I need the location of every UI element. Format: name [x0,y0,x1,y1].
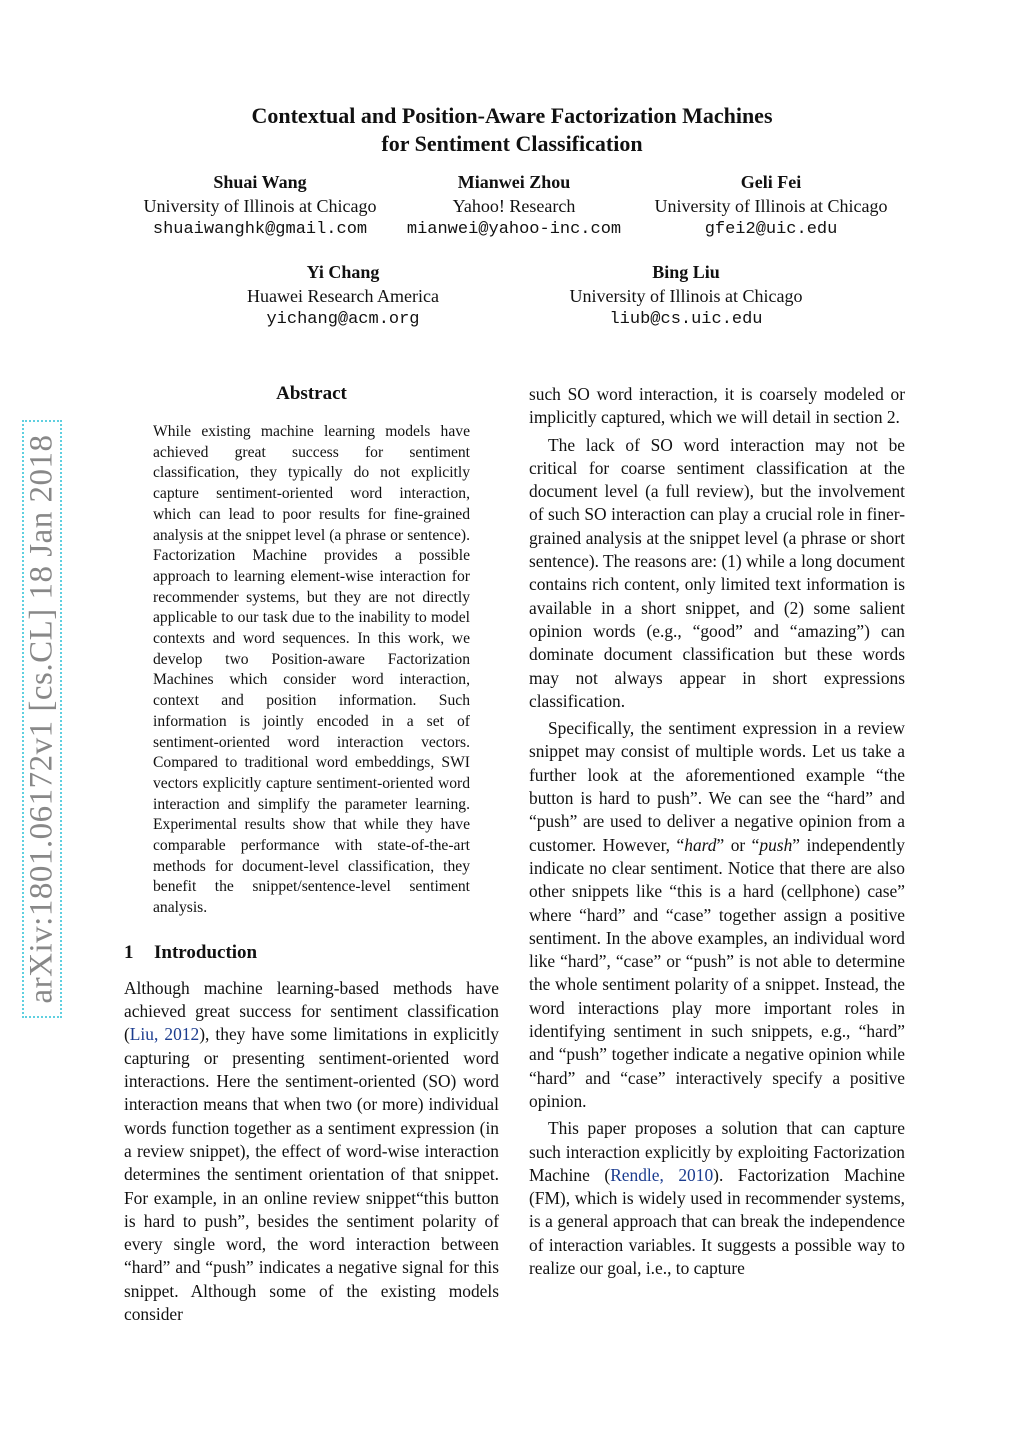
abstract-text: While existing machine learning models have achieved great success for sentiment classification, they typically do not explicitly capture sentiment-oriented word interaction, which can lead to poor results for fine-grained analysis at the snippet level (a phrase or sentence). Factorization Machine provides a possible approach to learning element-wise interaction for recommender systems, but they are not directly applicable to our task due to the inability to model contexts and word sequences. In this work, we develop two Position-aware Factorization Machines which consider word interaction, context and position information. Such information is jointly encoded in a set of sentiment-oriented word interaction vectors. Compared to traditional word embeddings, SWI vectors explicitly capture sentiment-oriented word interaction and simplify the parameter learning. Experimental results show that while they have comparable performance with state-of-the-art methods for document-level classification, they benefit the snippet/sentence-level sentiment analysis. [153,423,470,917]
section-number: 1 [124,941,134,963]
author-email[interactable]: yichang@acm.org [266,310,420,329]
author-name: Shuai Wang [213,172,307,192]
author-affiliation: University of Illinois at Chicago [654,196,888,216]
right-paragraph-0: such SO word interaction, it is coarsely modeled or implicitly captured, which we will detail in section 2. [529,384,905,428]
text-run: ), they have some limitations in explicitly capturing or presenting sentiment-oriented word interactions. Here the sentiment-oriented (SO) word interaction means that when two (or more) individual words function together as a sentiment expression (in a review snippet), the effect of word-wise interaction determines the sentiment orientation of that snippet. For example, in an online review snippet“this button is hard to push”, besides the sentiment polarity of every single word, the word interaction between “hard” and “push” indicates a negative signal for this snippet. Although some of the existing models consider [124,1024,499,1325]
author-affiliation: University of Illinois at Chicago [143,196,377,216]
title-line-1: Contextual and Position-Aware Factorization Machines [251,103,773,128]
emphasis: push [759,834,793,855]
arxiv-stamp-text: arXiv:1801.06172v1 [cs.CL] 18 Jan 2018 [23,434,60,1004]
text-run: This paper proposes a solution that can capture such interaction explicitly by exploiting Factorization Machine ( [529,1118,905,1185]
author-email[interactable]: gfei2@uic.edu [704,220,838,239]
author-name: Geli Fei [740,172,802,192]
arxiv-stamp[interactable] [22,420,62,1018]
author-block [621,170,921,242]
text-run: ” or “ [716,834,760,855]
text-run: Although machine learning-based methods have achieved great success for sentiment classification ( [124,977,499,1045]
author-affiliation: Huawei Research America [247,286,439,306]
text-run: ” independently indicate no clear sentiment. Notice that there are also other snippets like “this is a hard (cellphone) case” where “hard” and “case” together assign a positive sentiment. In the above examples, an individual word like “hard”, “case” or “push” is not able to determine the whole sentiment polarity of a snippet. Instead, the word interactions play more important roles in identifying sentiment in such snippets, e.g., “hard” and “push” together indicate a negative opinion while “hard” and “case” interactively specify a positive opinion. [529,834,906,1111]
section-heading-introduction [124,941,499,965]
author-name: Mianwei Zhou [457,172,571,192]
citation-link[interactable]: Liu, 2012 [129,1024,200,1045]
author-email[interactable]: shuaiwanghk@gmail.com [152,220,368,239]
author-block [536,260,836,332]
author-affiliation: Yahoo! Research [452,196,576,216]
right-paragraph-3 [529,1117,905,1280]
left-column [124,382,499,1326]
intro-paragraph-1 [124,977,499,1326]
citation-link[interactable]: Rendle, 2010 [610,1164,714,1185]
abstract-heading: Abstract [276,383,347,404]
author-block [193,260,493,332]
emphasis: hard [684,834,717,855]
author-name: Yi Chang [306,262,380,282]
author-block [384,170,644,242]
right-paragraph-1: The lack of SO word interaction may not be critical for coarse sentiment classification at the document level (a full review), but the involvement of such SO interaction can play a crucial role in finer-grained analysis at the snippet level (a phrase or short sentence). The reasons are: (1) while a long document contains rich content, only limited text information is available in a short snippet, and (2) some salient opinion words (e.g., “good” and “amazing”) can dominate document classification but these words may not always appear in short expressions classification. [529,434,905,711]
author-email[interactable]: liub@cs.uic.edu [609,310,763,329]
author-email[interactable]: mianwei@yahoo-inc.com [406,220,622,239]
author-name: Bing Liu [652,262,720,282]
paper-title [0,102,1024,158]
right-column [529,383,905,1280]
text-run: Specifically, the sentiment expression in a review snippet may consist of multiple words. Let us take a further look at the aforementioned example “the button is hard to push”. We can see the “hard” and “push” are used to deliver a negative opinion from a customer. However, “ [529,718,905,855]
section-title: Introduction [154,941,258,963]
title-line-2: for Sentiment Classification [381,131,643,156]
author-affiliation: University of Illinois at Chicago [569,286,803,306]
author-block [110,170,410,242]
text-run: ). Factorization Machine (FM), which is widely used in recommender systems, is a general approach that can break the independence of interaction variables. It suggests a possible way to realize our goal, i.e., to capture [529,1164,905,1278]
right-paragraph-2 [529,717,905,1113]
